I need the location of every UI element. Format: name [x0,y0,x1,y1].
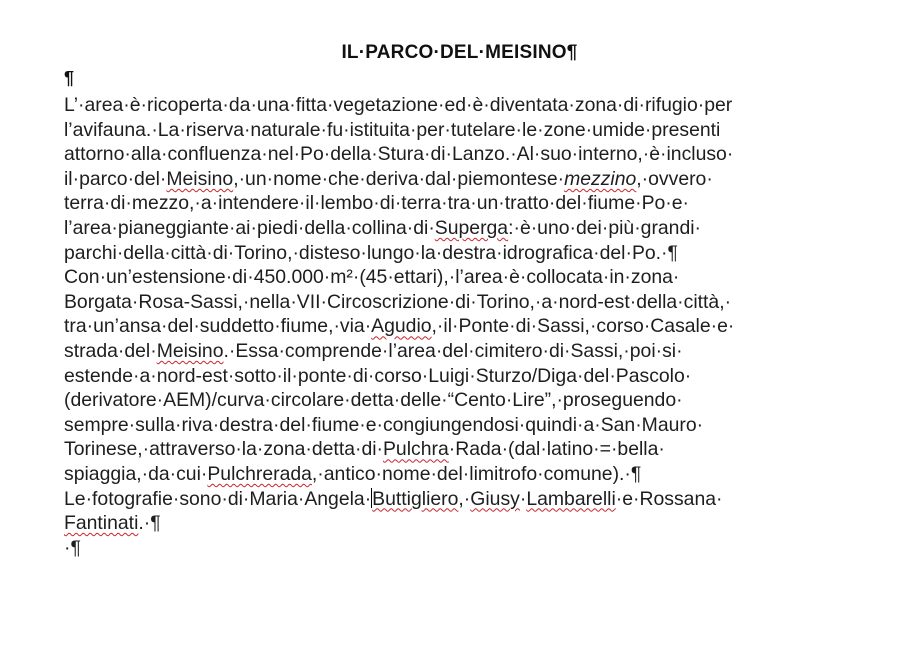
text-line[interactable] [64,216,864,241]
text-run: .·¶ [138,512,161,535]
empty-paragraph-mark[interactable]: ¶ [64,68,75,88]
text-line[interactable] [64,142,864,167]
text-run: (derivatore·AEM)/curva·circolare·detta·delle·“Cento·Lire”,·proseguendo· [64,389,683,412]
text-run: .·Essa·comprende·l’area·del·cimitero·di·Sassi,·poi·si· [223,339,683,362]
document-title[interactable]: IL·PARCO·DEL·MEISINO¶ [341,42,578,63]
text-run: Torinese,·attraverso·la·zona·detta·di· [64,438,383,461]
text-line[interactable] [64,314,864,339]
spellcheck-flagged-word: Agudio [371,315,432,338]
text-line[interactable] [64,339,864,364]
text-run: terra·di·mezzo,·a·intendere·il·lembo·di·terra·tra·un·tratto·del·fiume·Po·e· [64,192,689,215]
text-run: ,· [458,487,471,510]
spellcheck-flagged-word: Meisino [156,339,224,362]
text-run: · [519,487,527,510]
spellcheck-flagged-word: Fantinati [64,512,139,535]
text-run: tra·un’ansa·del·suddetto·fiume,·via· [64,315,372,338]
text-line[interactable] [64,241,864,266]
text-run: ·e·Rossana· [615,487,723,510]
text-run: ,·il·Ponte·di·Sassi,·corso·Casale·e· [431,315,735,338]
text-line[interactable] [64,93,864,118]
text-run: spiaggia,·da·cui· [64,462,208,485]
text-line[interactable] [64,191,864,216]
spellcheck-flagged-word: Pulchrerada [207,462,312,485]
text-run: parchi·della·città·di·Torino,·disteso·lungo·la·destra·idrografica·del·Po.·¶ [64,241,678,264]
text-run: attorno·alla·confluenza·nel·Po·della·Stura·di·Lanzo.·Al·suo·interno,·è·incluso· [64,143,734,166]
text-run: :·è·uno·dei·più·grandi· [508,216,702,239]
text-run: estende·a·nord-est·sotto·il·ponte·di·corso·Luigi·Sturzo/Diga·del·Pascolo· [64,364,692,387]
text-run: Borgata·Rosa-Sassi,·nella·VII·Circoscrizione·di·Torino,·a·nord-est·della·città,· [64,290,732,313]
text-run: ,·antico·nome·del·limitrofo·comune).·¶ [311,462,642,485]
text-line[interactable] [64,462,864,487]
text-line[interactable] [64,536,864,561]
text-run: il·parco·del· [64,167,167,190]
text-line[interactable] [64,487,864,512]
text-run: l’area·pianeggiante·ai·piedi·della·collina·di· [64,216,435,239]
text-run: Le·fotografie·sono·di·Maria·Angela· [64,487,372,510]
text-line[interactable] [64,413,864,438]
text-line[interactable] [64,265,864,290]
text-line[interactable] [64,118,864,143]
spellcheck-flagged-word: Meisino [166,167,234,190]
text-line[interactable] [64,290,864,315]
spellcheck-flagged-word: mezzino [564,167,637,190]
text-line[interactable] [64,437,864,462]
spellcheck-flagged-word: Buttigliero [372,487,459,510]
document-body[interactable] [64,93,864,560]
text-run: Con·un’estensione·di·450.000·m²·(45·ettari),·l’area·è·collocata·in·zona· [64,266,680,289]
text-run: strada·del· [64,339,157,362]
text-line[interactable] [64,364,864,389]
text-run: l’avifauna.·La·riserva·naturale·fu·istituita·per·tutelare·le·zone·umide·presenti [64,118,721,141]
text-line[interactable] [64,511,864,536]
text-line[interactable] [64,388,864,413]
text-run: ,·ovvero· [636,167,713,190]
text-run: L’·area·è·ricoperta·da·una·fitta·vegetazione·ed·è·diventata·zona·di·rifugio·per [64,94,733,116]
spellcheck-flagged-word: Superga [434,216,509,239]
spellcheck-flagged-word: Giusy [470,487,520,510]
text-run: sempre·sulla·riva·destra·del·fiume·e·congiungendosi·quindi·a·San·Mauro· [64,413,704,436]
text-run: ,·un·nome·che·deriva·dal·piemontese· [233,167,565,190]
spellcheck-flagged-word: Lambarelli [526,487,616,510]
text-run: ·¶ [64,536,81,559]
text-run: ·Rada·(dal·latino·=·bella· [448,438,665,461]
text-line[interactable] [64,167,864,192]
spellcheck-flagged-word: Pulchra [383,438,449,461]
